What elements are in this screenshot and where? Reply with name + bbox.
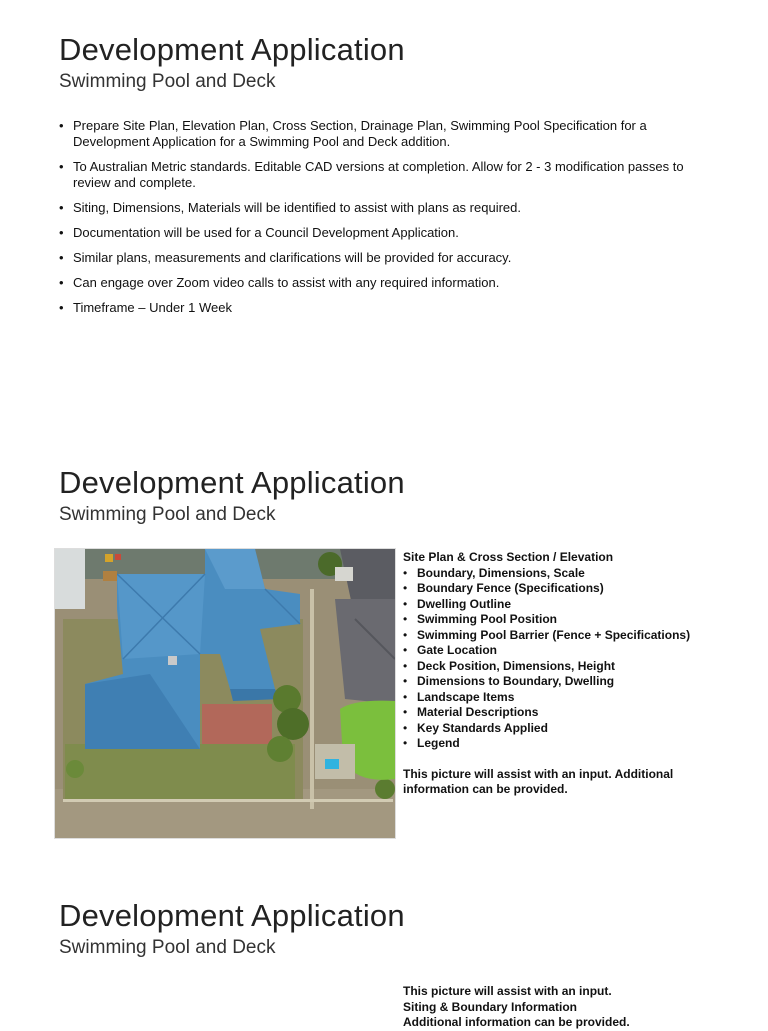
site-plan-item: • Swimming Pool Barrier (Fence + Specifications): [403, 628, 723, 644]
slide-3-subtitle: Swimming Pool and Deck: [59, 937, 276, 958]
site-plan-item-list: [403, 566, 723, 752]
site-plan-item: • Swimming Pool Position: [403, 612, 723, 628]
site-plan-item: • Landscape Items: [403, 690, 723, 706]
site-plan-item: • Dwelling Outline: [403, 597, 723, 613]
bullet-item: • To Australian Metric standards. Editable CAD versions at completion. Allow for 2 - 3 modification passes to review and complete.: [59, 159, 711, 191]
site-plan-item: • Deck Position, Dimensions, Height: [403, 659, 723, 675]
site-plan-details: [403, 550, 723, 798]
bullet-item: • Siting, Dimensions, Materials will be identified to assist with plans as required.: [59, 200, 711, 216]
site-plan-item: • Legend: [403, 736, 723, 752]
bullet-item: • Prepare Site Plan, Elevation Plan, Cross Section, Drainage Plan, Swimming Pool Specification for a Development Application for a Swimming Pool and Deck addition.: [59, 118, 711, 150]
slide-2-subtitle: Swimming Pool and Deck: [59, 504, 276, 525]
slide-3-note-line: Additional information can be provided.: [403, 1015, 630, 1029]
slide-1-title: Development Application: [59, 32, 405, 67]
site-plan-item: • Gate Location: [403, 643, 723, 659]
slide-1-bullet-list: [59, 118, 711, 325]
slide-2-title: Development Application: [59, 465, 405, 500]
aerial-site-photo: [54, 548, 396, 839]
bullet-item: • Similar plans, measurements and clarifications will be provided for accuracy.: [59, 250, 711, 266]
slide-1-subtitle: Swimming Pool and Deck: [59, 71, 276, 92]
site-plan-item: • Boundary, Dimensions, Scale: [403, 566, 723, 582]
slide-1: [0, 0, 768, 420]
bullet-item: • Documentation will be used for a Council Development Application.: [59, 225, 711, 241]
site-plan-heading: Site Plan & Cross Section / Elevation: [403, 550, 614, 564]
photo-note: This picture will assist with an input. Additional information can be provided.: [403, 766, 674, 796]
slide-3-note-line: This picture will assist with an input.: [403, 984, 612, 998]
site-plan-item: • Material Descriptions: [403, 705, 723, 721]
site-plan-item: • Dimensions to Boundary, Dwelling: [403, 674, 723, 690]
bullet-item: • Can engage over Zoom video calls to assist with any required information.: [59, 275, 711, 291]
slide-3-title: Development Application: [59, 898, 405, 933]
bullet-item: • Timeframe – Under 1 Week: [59, 300, 711, 316]
site-plan-item: • Key Standards Applied: [403, 721, 723, 737]
site-plan-item: • Boundary Fence (Specifications): [403, 581, 723, 597]
slide-3-note-line: Siting & Boundary Information: [403, 999, 577, 1014]
